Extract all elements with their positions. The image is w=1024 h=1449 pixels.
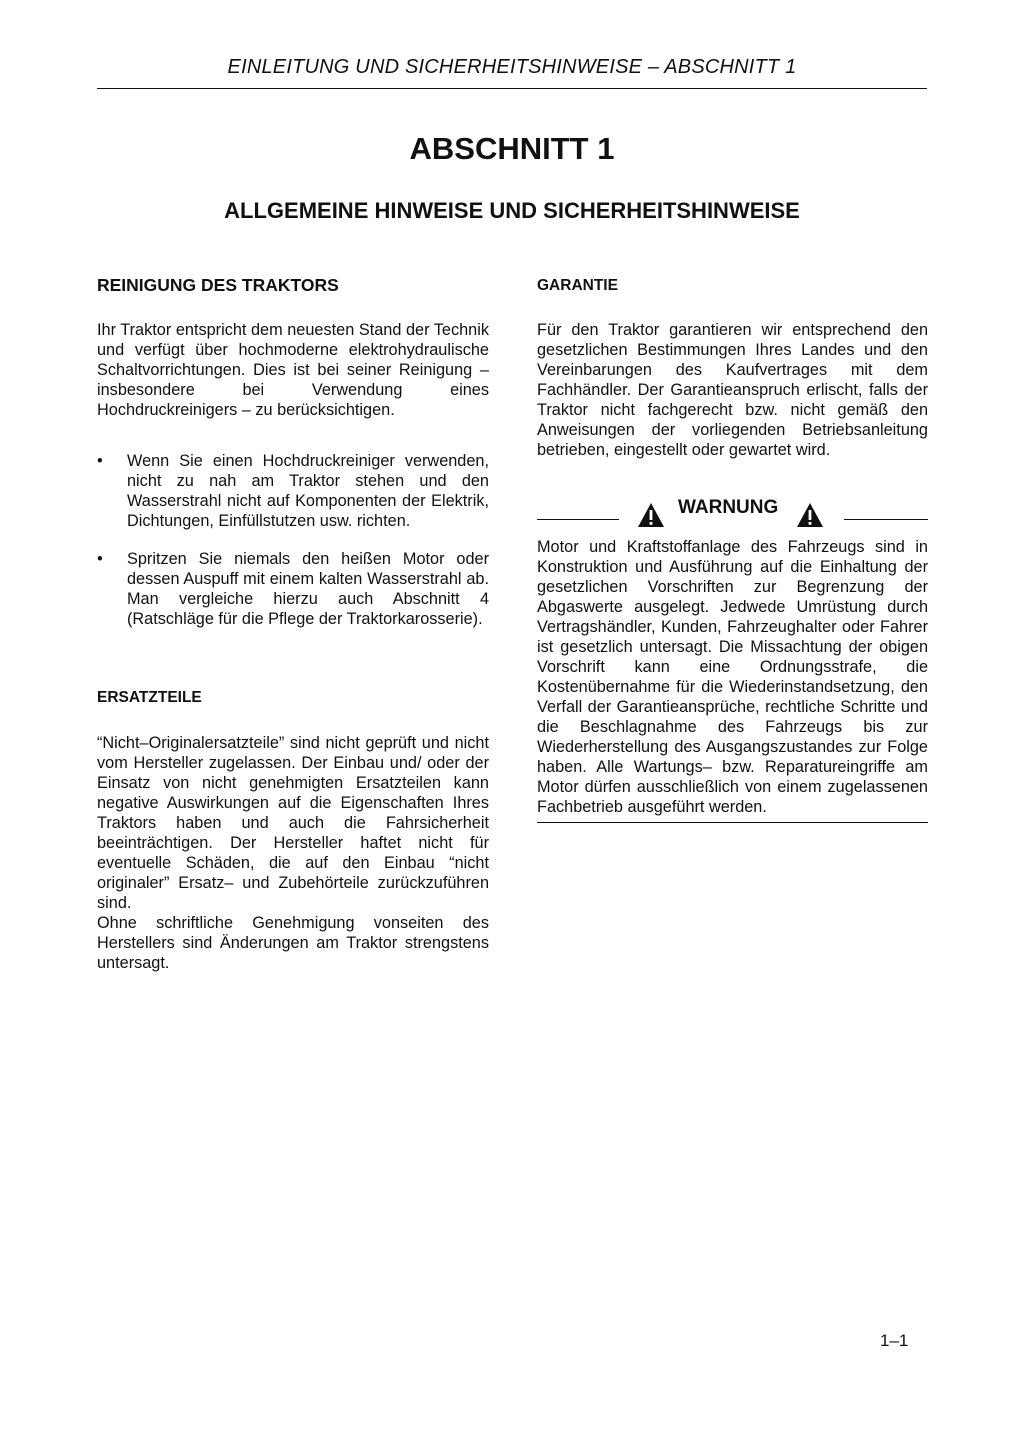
parts-heading: ERSATZTEILE [97, 689, 202, 706]
warranty-text: Für den Traktor garantieren wir entsprechend den gesetzlichen Bestimmungen Ihres Landes und den Vereinbarungen des Kaufvertrages mit dem Fachhändler. Der Garantieanspruch erlischt, falls der Traktor nicht fachgerecht bzw. nicht gemäß den Anweisungen der vorliegenden Betriebsanleitung betrieben, eingestellt oder gewartet wird. [537, 321, 928, 459]
bullet-text: Spritzen Sie niemals den heißen Motor oder dessen Auspuff mit einem kalten Wasserstrahl ab. Man vergleiche hierzu auch Abschnitt 4 (Ratschläge für die Pflege der Traktorkarosserie). [127, 550, 489, 628]
parts-paragraph-2: Ohne schriftliche Genehmigung vonseiten des Herstellers sind Änderungen am Traktor strengstens untersagt. [97, 914, 489, 972]
bullet-icon: • [97, 550, 103, 568]
warning-triangle-icon [796, 502, 824, 528]
page-title: ALLGEMEINE HINWEISE UND SICHERHEITSHINWEISE [224, 198, 800, 223]
warning-bottom-rule [537, 822, 928, 823]
warning-label: WARNUNG [678, 497, 779, 518]
parts-text [97, 733, 489, 973]
warranty-heading: GARANTIE [537, 277, 618, 294]
header-rule [97, 88, 927, 89]
cleaning-intro: Ihr Traktor entspricht dem neuesten Stand der Technik und verfügt über hochmoderne elektrohydraulische Schaltvorrichtungen. Dies ist bei seiner Reinigung – insbesondere bei Verwendung eines Hochdruckreinigers – zu berücksichtigen. [97, 321, 489, 419]
warning-triangle-icon [637, 502, 665, 528]
warning-divider-right [844, 519, 928, 520]
bullet-text: Wenn Sie einen Hochdruckreiniger verwenden, nicht zu nah am Traktor stehen und den Wasserstrahl nicht auf Komponenten der Elektrik, Dichtungen, Einfüllstutzen usw. richten. [127, 452, 489, 530]
cleaning-heading: REINIGUNG DES TRAKTORS [97, 275, 339, 295]
warning-text: Motor und Kraftstoffanlage des Fahrzeugs sind in Konstruktion und Ausführung auf die Einhaltung der gesetzlichen Vorschriften zur Begrenzung der Abgaswerte ausgelegt. Jedwede Umrüstung durch Vertragshändler, Kunden, Fahrzeughalter oder Fahrer ist gesetzlich untersagt. Die Missachtung der obigen Vorschrift kann eine Ordnungsstrafe, die Kostenübernahme für die Wiederinstandsetzung, den Verfall der Garantieansprüche, rechtliche Schritte und die Beschlagnahme des Fahrzeugs bis zur Wiederherstellung des Ausgangszustandes zur Folge haben. Alle Wartungs– bzw. Reparatureingriffe am Motor dürfen ausschließlich von einem zugelassenen Fachbetrieb ausgeführt werden. [537, 538, 928, 816]
bullet-icon: • [97, 452, 103, 470]
running-header: EINLEITUNG UND SICHERHEITSHINWEISE – ABSCHNITT 1 [227, 56, 797, 78]
warning-header [537, 497, 928, 533]
warning-divider-left [537, 519, 619, 520]
parts-paragraph: “Nicht–Originalersatzteile” sind nicht geprüft und nicht vom Hersteller zugelassen. Der Einbau und/ oder der Einsatz von nicht genehmigten Ersatzteilen kann negative Auswirkungen auf die Eigenschaften Ihres Traktors haben und auch die Fahrsicherheit beeinträchtigen. Der Hersteller haftet nicht für eventuelle Schäden, die auf den Einbau “nicht originaler” Ersatz– und Zubehörteile zurückzuführen sind. [97, 734, 489, 912]
page-number: 1–1 [880, 1331, 909, 1350]
section-title: ABSCHNITT 1 [409, 131, 615, 166]
